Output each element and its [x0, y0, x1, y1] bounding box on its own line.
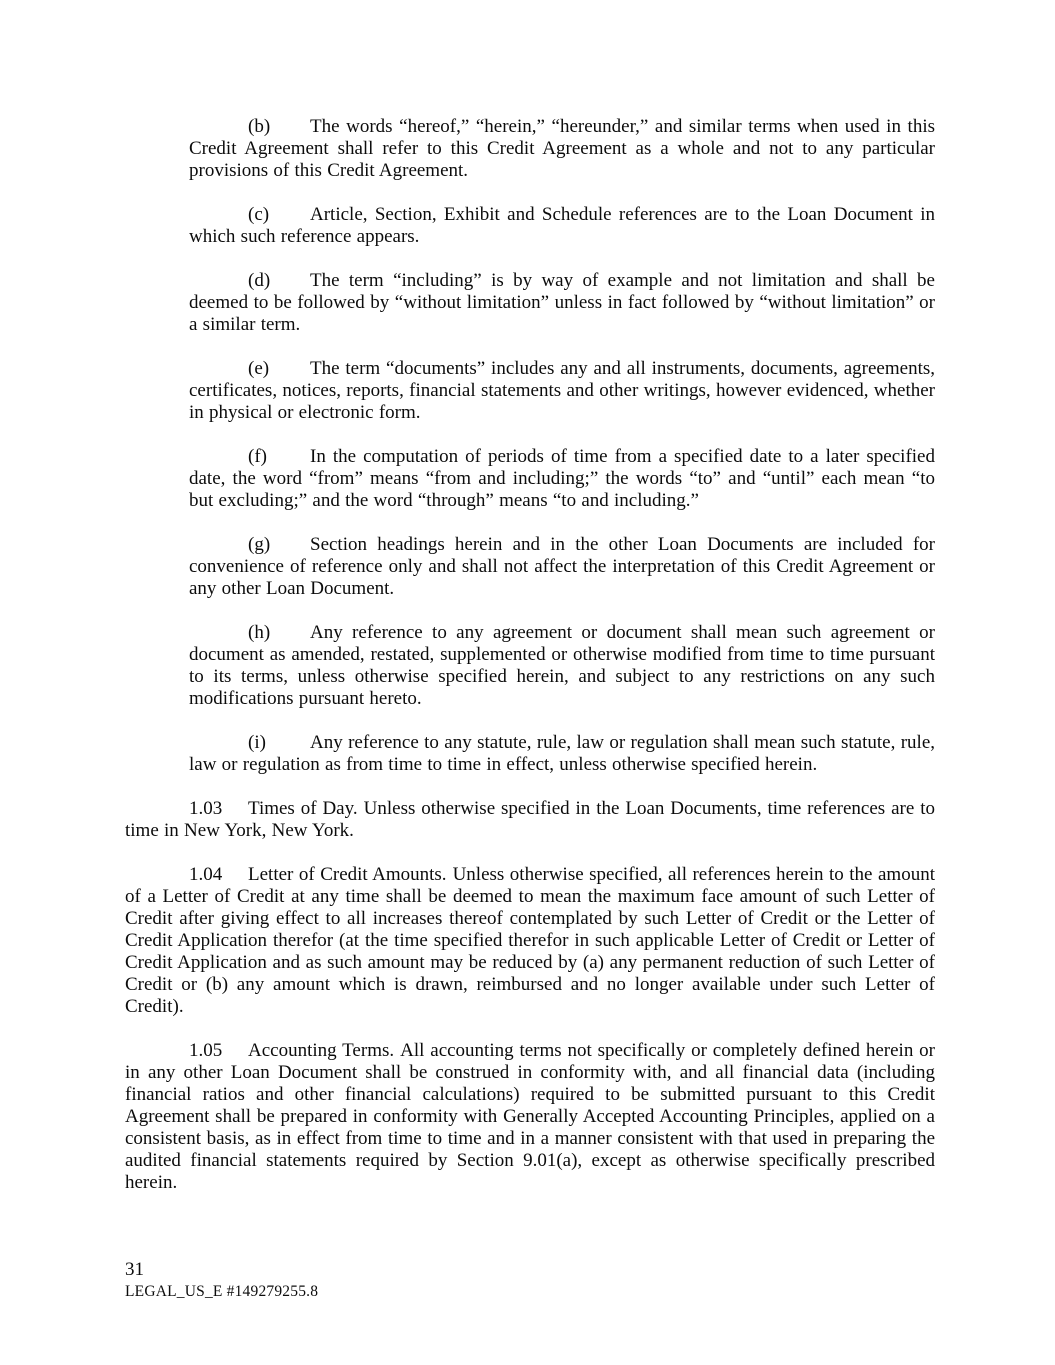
paragraph-e — [189, 358, 935, 424]
page-number: 31 — [125, 1259, 144, 1280]
paragraph-label-d: (d) — [248, 270, 271, 291]
paragraph-d — [189, 270, 935, 336]
paragraph-label-i: (i) — [248, 732, 266, 753]
section-text: Unless otherwise specified, all references herein to the amount of a Letter of Credit at any time shall be deemed to mean the maximum face amount of such Letter of Credit after giving effect to all increases thereof contemplated by such Letter of Credit or the Letter of Credit Application therefor (at the time specified therefor in such applicable Letter of Credit or Letter of Credit Application and as such amount may be reduced by (a) any permanent reduction of such Letter of Credit or (b) any amount which is drawn, reimbursed and no longer available under such Letter of Credit). — [125, 864, 935, 1017]
paragraph-label-b: (b) — [248, 116, 271, 137]
section-1-05 — [125, 1040, 935, 1194]
paragraph-text-i: Any reference to any statute, rule, law or regulation shall mean such statute, rule, law or regulation as from time to time in effect, unless otherwise specified herein. — [189, 732, 935, 775]
paragraph-text-f: In the computation of periods of time from a specified date to a later specified date, the word “from” means “from and including;” the words “to” and “until” each mean “to but excluding;” and the word “through” means “to and including.” — [189, 446, 935, 511]
section-1-03 — [125, 798, 935, 842]
section-heading: Letter of Credit Amounts. — [248, 864, 447, 885]
paragraph-text-h: Any reference to any agreement or document shall mean such agreement or document as amended, restated, supplemented or otherwise modified from time to time pursuant to its terms, unless otherwise specified herein, and subject to any restrictions on any such modifications pursuant hereto. — [189, 622, 935, 709]
paragraph-i — [189, 732, 935, 776]
paragraph-text-e: The term “documents” includes any and all instruments, documents, agreements, certificates, notices, reports, financial statements and other writings, however evidenced, whether in physical or electronic form. — [189, 358, 935, 423]
section-text: All accounting terms not specifically or completely defined herein or in any other Loan Document shall be construed in conformity with, and all financial data (including financial ratios and other financial calculations) required to be submitted pursuant to this Credit Agreement shall be prepared in conformity with Generally Accepted Accounting Principles, applied on a consistent basis, as in effect from time to time and in a manner consistent with that used in preparing the audited financial statements required by Section 9.01(a), except as otherwise specifically prescribed herein. — [125, 1040, 935, 1193]
section-1-04 — [125, 864, 935, 1018]
paragraph-b — [189, 116, 935, 182]
section-number: 1.04 — [189, 864, 223, 885]
paragraph-text-c: Article, Section, Exhibit and Schedule references are to the Loan Document in which such reference appears. — [189, 204, 935, 247]
page-footer — [125, 1257, 318, 1302]
paragraph-label-c: (c) — [248, 204, 270, 225]
paragraph-label-e: (e) — [248, 358, 270, 379]
paragraph-label-f: (f) — [248, 446, 267, 467]
section-number: 1.03 — [189, 798, 223, 819]
section-number: 1.05 — [189, 1040, 223, 1061]
section-heading: Accounting Terms. — [248, 1040, 395, 1061]
section-text: Unless otherwise specified in the Loan Documents, time references are to time in New York, New York. — [125, 798, 935, 841]
paragraph-text-d: The term “including” is by way of example and not limitation and shall be deemed to be followed by “without limitation” unless in fact followed by “without limitation” or a similar term. — [189, 270, 935, 335]
document-body — [125, 116, 935, 1216]
paragraph-label-g: (g) — [248, 534, 271, 555]
paragraph-label-h: (h) — [248, 622, 271, 643]
paragraph-c — [189, 204, 935, 248]
document-id: LEGAL_US_E #149279255.8 — [125, 1283, 319, 1300]
paragraph-text-b: The words “hereof,” “herein,” “hereunder,” and similar terms when used in this Credit Agreement shall refer to this Credit Agreement as a whole and not to any particular provisions of this Credit Agreement. — [189, 116, 935, 181]
paragraph-f — [189, 446, 935, 512]
paragraph-g — [189, 534, 935, 600]
paragraph-text-g: Section headings herein and in the other Loan Documents are included for convenience of reference only and shall not affect the interpretation of this Credit Agreement or any other Loan Document. — [189, 534, 935, 599]
paragraph-h — [189, 622, 935, 710]
section-heading: Times of Day. — [248, 798, 358, 819]
